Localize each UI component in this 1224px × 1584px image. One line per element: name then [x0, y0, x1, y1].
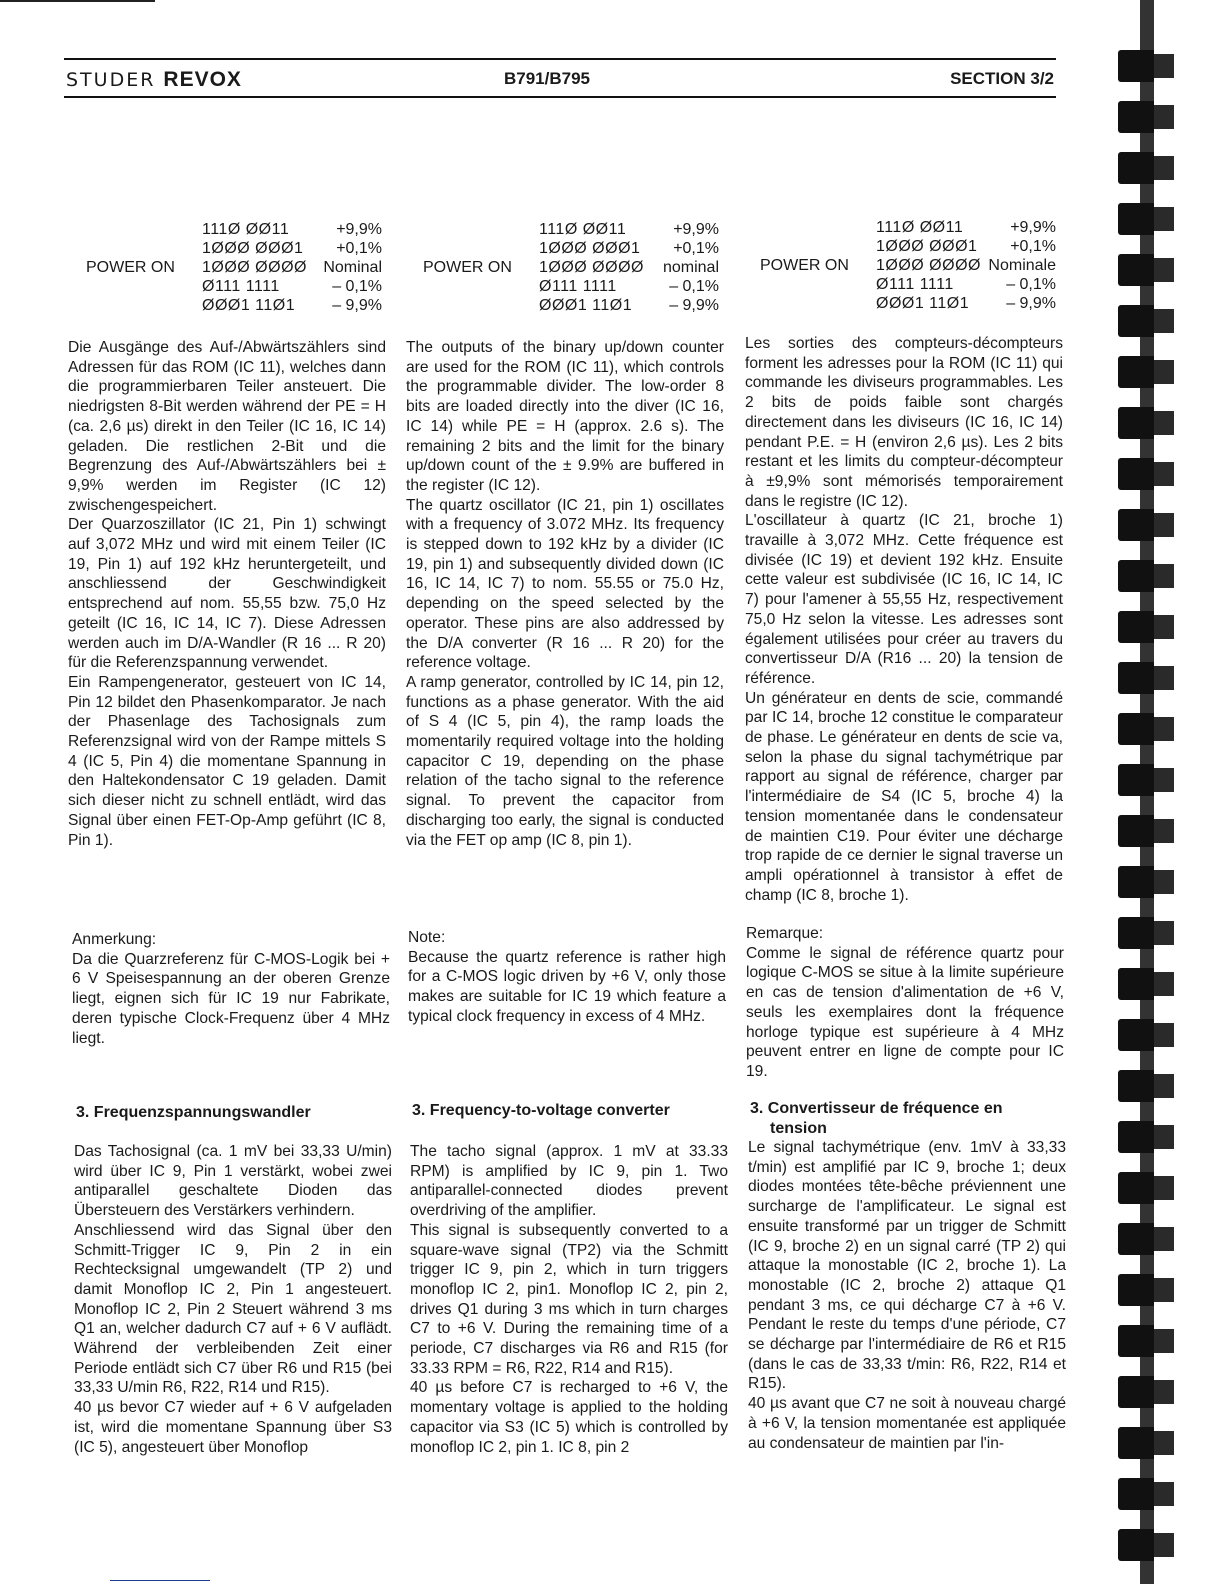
binding-ring — [1118, 305, 1154, 337]
table-row: Ø111 1111 – 0,1% — [539, 278, 719, 295]
binding-ring — [1118, 764, 1154, 796]
note-de — [72, 930, 390, 1048]
paragraph: L'oscillateur à quartz (IC 21, broche 1) travaille à 3,072 MHz. Cette fréquence est divisée (IC 19) et devient 192 kHz. Ensuite cette valeur est subdivisée (IC 16, IC 14, IC 7) pour l'amener à 55,55 Hz, respectivement 75,0 Hz selon la vitesse. Les adresses sont également utilisées pour créer au travers du convertisseur D/A (R16 ... 20) la tension de référence. — [745, 512, 1063, 687]
binding-ring — [1118, 1427, 1154, 1459]
binding-ring — [1118, 458, 1154, 490]
brand-studer: STUDER — [66, 69, 156, 91]
binding-ring — [1118, 968, 1154, 1000]
binding-ring — [1118, 356, 1154, 388]
heading-de: 3. Frequenzspannungswandler — [76, 1104, 311, 1121]
paragraph: Anschliessend wird das Signal über den Schmitt-Trigger IC 9, Pin 2 in ein Rechtecksignal umgewandelt (TP 2) und damit Monoflop IC 2, Pin 1 angesteuert. Monoflop IC 2, Pin 2 Steuert während 3 ms Q1 an, welcher dadurch C7 auf + 6 V auflädt. Während der verbleibenden Zeit einer Periode entlädt sich C7 über R6 und R15 (bei 33,33 U/min R6, R22, R14 und R15). — [74, 1221, 392, 1397]
paragraph: Les sorties des compteurs-décompteurs forment les adresses pour la ROM (IC 11) qui commande les diviseurs programmables. Les 2 bits de poids faible sont chargés directement dans les diviseurs (IC 16, IC 14) pendant P.E. = H (environ 2,6 µs). Les 2 bits restant et les limits du compteur-décompteur à ±9,9% sont mémorisés temporairement dans le registre (IC 12). — [745, 335, 1063, 510]
paragraph: Ein Rampengenerator, gesteuert von IC 14, Pin 12 bildet den Phasenkomparator. Je nach der Phasenlage des Tachosignals zum Referenzsignal wird von der Rampe mittels S 4 (IC 5, Pin 4) die momentane Spannung in den Haltekondensator C 19 geladen. Damit sich dieser nicht zu schnell entlädt, wird das Signal über einen FET-Op-Amp geführt (IC 8, Pin 1). — [68, 673, 386, 849]
heading-fr — [750, 1099, 1068, 1139]
paragraph: Un générateur en dents de scie, commandé par IC 14, broche 12 constitue le comparateur de phase. Le générateur en dents de scie va, selon la phase du signal tachymétrique par rapport au signal de référence, charger par l'intermédiaire de S4 (IC 5, broche 4) la tension momentanée dans le condensateur de maintien C19. Pour éviter une décharge trop rapide de ce dernier le signal traverse un ampli opérationnel à transistor à effet de champ (IC 8, broche 1). — [745, 689, 1063, 904]
binding-ring — [1118, 1274, 1154, 1306]
paragraph: The tacho signal (approx. 1 mV at 33.33 RPM) is amplified by IC 9, pin 1. Two antiparallel-connected diodes prevent overdriving of the amplifier. — [410, 1143, 728, 1220]
binding-ring — [1118, 866, 1154, 898]
binding-ring — [1118, 815, 1154, 847]
note-title: Remarque: — [746, 925, 824, 942]
table-fr — [740, 218, 1058, 313]
binding-ring — [1118, 662, 1154, 694]
body-de — [68, 338, 386, 850]
section3-en — [410, 1142, 728, 1457]
heading-fr-line1: 3. Convertisseur de fréquence en — [750, 1100, 1003, 1117]
section3-fr — [748, 1138, 1066, 1453]
note-title: Note: — [408, 929, 446, 946]
paragraph: Le signal tachymétrique (env. 1mV à 33,33 t/min) est amplifié par IC 9, broche 1; deux diodes montées tête-bêche préviennent une surcharge de l'amplificateur. Le signal est ensuite transformé par un trigger de Schmitt (IC 9, broche 2) en un signal carré (TP 2) qui attaque la monostable (IC 2, broche 1). La monostable (IC 2, broche 2) attaque Q1 pendant 3 ms, ce qui décharge C7 à +6 V. Pendant le reste du temps d'une période, C7 se décharge par l'intermédiaire de R6 et R15 (dans le cas de 33,33 t/min: R6, R22, R14 et R15). — [748, 1139, 1066, 1393]
section-number: SECTION 3/2 — [950, 69, 1054, 88]
binding-ring — [1118, 917, 1154, 949]
table-row: POWER ON 1ØØØ ØØØØ Nominal — [86, 259, 382, 276]
note-en — [408, 928, 726, 1027]
paragraph: The outputs of the binary up/down counter are used for the ROM (IC 11), which controls the programmable divider. The low-order 8 bits are loaded directly into the diver (IC 16, IC 14) while PE = H (approx. 2.6 s). The remaining 2 bits and the limit for the binary up/down count of the ± 9.9% are buffered in the register (IC 12). — [406, 339, 724, 494]
note-text: Da die Quarzreferenz für C-MOS-Logik bei + 6 V Speisespannung an der oberen Grenze liegt, eignen sich für IC 19 nur Fabrikate, deren typische Clock-Frequenz über 4 MHz liegt. — [72, 950, 390, 1047]
binding-ring — [1118, 1019, 1154, 1051]
binding-ring — [1118, 152, 1154, 184]
table-de — [66, 220, 384, 315]
binding-ring — [1118, 611, 1154, 643]
table-row: ØØØ1 11Ø1 – 9,9% — [539, 297, 719, 314]
table-en — [403, 220, 721, 315]
paragraph: 40 µs avant que C7 ne soit à nouveau chargé à +6 V, la tension momentanée est appliquée au condensateur de maintien par l'in- — [748, 1395, 1066, 1452]
paragraph: A ramp generator, controlled by IC 14, pin 12, functions as a phase generator. With the aid of S 4 (IC 5, pin 4), the ramp loads the momentarily required voltage into the holding capacitor C 19, depending on the phase relation of the tacho signal to the reference signal. To prevent the capacitor from discharging too early, the signal is conducted via the FET op amp (IC 8, pin 1). — [406, 673, 724, 849]
table-row: 1ØØØ ØØØ1 +0,1% — [202, 240, 382, 257]
binding-ring — [1118, 713, 1154, 745]
page-header — [64, 58, 1056, 98]
brand-logo — [66, 68, 242, 92]
paragraph: Die Ausgänge des Auf-/Abwärtszählers sind Adressen für das ROM (IC 11), welches dann die programmierbaren Teiler ansteuert. Die niedrigsten 8-Bit werden während der PE = H (ca. 2,6 µs) direkt in den Teiler (IC 16, IC 14) geladen. Die restlichen 2-Bit und die Begrenzung des Auf-/Abwärtszählers bei ± 9,9% werden im Register (IC 12) zwischengespeichert. — [68, 339, 386, 514]
paragraph: Das Tachosignal (ca. 1 mV bei 33,33 U/min) wird über IC 9, Pin 1 verstärkt, wobei zwei antiparallel geschaltete Dioden das Übersteuern des Verstärkers verhindern. — [74, 1143, 392, 1220]
binding-ring — [1118, 1376, 1154, 1408]
paragraph: Der Quarzoszillator (IC 21, Pin 1) schwingt auf 3,072 MHz und wird mit einem Teiler (IC 19, Pin 1) auf 192 kHz heruntergeteilt, und anschliessend der Geschwindigkeit entsprechend auf nom. 55,55 bzw. 75,0 Hz geteilt (IC 16, IC 14, IC 7). Diese Adressen werden auch im D/A-Wandler (R 16 ... R 20) für die Referenzspannung verwendet. — [68, 516, 386, 672]
paragraph: 40 µs before C7 is recharged to +6 V, the momentary voltage is applied to the holding capacitor via S3 (IC 5) which is controlled by monoflop IC 2, pin 1. IC 8, pin 2 — [410, 1379, 728, 1456]
binding-ring — [1118, 407, 1154, 439]
binding-ring — [1118, 50, 1154, 82]
table-row: 1ØØØ ØØØ1 +0,1% — [876, 238, 1056, 255]
brand-revox: REVOX — [163, 68, 242, 91]
bottom-rule — [110, 1580, 210, 1581]
body-en — [406, 338, 724, 850]
note-fr — [746, 924, 1064, 1082]
binding-ring — [1118, 1325, 1154, 1357]
table-row: 111Ø ØØ11 +9,9% — [202, 221, 382, 238]
binding-ring — [1118, 1478, 1154, 1510]
table-row: POWER ON 1ØØØ ØØØØ Nominale — [760, 257, 1056, 274]
binding-ring — [1118, 1172, 1154, 1204]
binding-ring — [1118, 1223, 1154, 1255]
table-row: Ø111 1111 – 0,1% — [202, 278, 382, 295]
table-row: 111Ø ØØ11 +9,9% — [876, 219, 1056, 236]
table-row: ØØØ1 11Ø1 – 9,9% — [876, 295, 1056, 312]
table-row: ØØØ1 11Ø1 – 9,9% — [202, 297, 382, 314]
binding-ring — [1118, 1529, 1154, 1561]
note-text: Comme le signal de référence quartz pour logique C-MOS se situe à la limite supérieure en cas de tension d'alimentation de +6 V, seuls les exemplaires dont la fréquence horloge typique est supérieure à 4 MHz peuvent entrer en ligne de compte pour IC 19. — [746, 944, 1064, 1080]
body-fr — [745, 334, 1063, 905]
binding-ring — [1118, 101, 1154, 133]
table-row: Ø111 1111 – 0,1% — [876, 276, 1056, 293]
binding-ring — [1118, 509, 1154, 541]
paragraph: This signal is subsequently converted to a square-wave signal (TP2) via the Schmitt trigger IC 9, pin 2, which in turn triggers monoflop IC 2, pin1. Monoflop IC 2, pin 2, drives Q1 during 3 ms which in turn charges C7 to +6 V. During the remaining time of a periode, C7 discharges via R6 and R15 (for 33.33 RPM = R6, R22, R14 and R15). — [410, 1221, 728, 1377]
model-number: B791/B795 — [504, 69, 591, 88]
section3-de — [74, 1142, 392, 1457]
paragraph: The quartz oscillator (IC 21, pin 1) oscillates with a frequency of 3.072 MHz. Its frequency is stepped down to 192 kHz by a divider (IC 19, pin 1) and subsequently divided down (IC 16, IC 14, IC 7) to nom. 55.55 or 75.0 Hz, depending on the speed selected by the operator. These pins are also addressed by the D/A converter (R 16 ... R 20) for the reference voltage. — [406, 496, 724, 672]
spiral-binding — [1098, 30, 1224, 1584]
paragraph: 40 µs bevor C7 wieder auf + 6 V aufgeladen ist, wird die momentane Spannung über S3 (IC 5), angesteuert über Monoflop — [74, 1399, 392, 1456]
top-rule — [0, 0, 155, 2]
binding-ring — [1118, 1070, 1154, 1102]
table-row: POWER ON 1ØØØ ØØØØ nominal — [423, 259, 719, 276]
binding-ring — [1118, 203, 1154, 235]
binding-ring — [1118, 1121, 1154, 1153]
binding-ring — [1118, 560, 1154, 592]
heading-fr-line2: tension — [770, 1120, 827, 1137]
note-text: Because the quartz reference is rather high for a C-MOS logic driven by +6 V, only those makes are suitable for IC 19 which feature a typical clock frequency in excess of 4 MHz. — [408, 948, 726, 1025]
table-row: 111Ø ØØ11 +9,9% — [539, 221, 719, 238]
note-title: Anmerkung: — [72, 931, 157, 948]
table-row: 1ØØØ ØØØ1 +0,1% — [539, 240, 719, 257]
binding-ring — [1118, 254, 1154, 286]
heading-en: 3. Frequency-to-voltage converter — [412, 1102, 670, 1119]
